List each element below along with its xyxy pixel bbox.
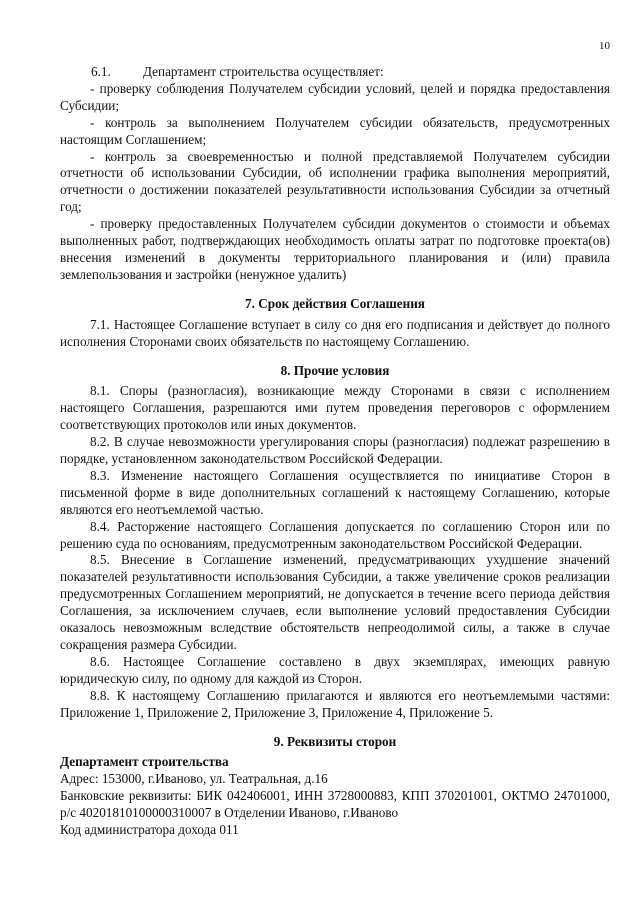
item-lead: Департамент строительства осуществляет: [143, 64, 384, 79]
paragraph: 8.8. К настоящему Соглашению прилагаются и являются его неотъемлемыми частями: Приложение 1, Приложение 2, Приложение 3, Приложение 4, Приложение 5. [60, 687, 610, 720]
paragraph: 7.1. Настоящее Соглашение вступает в силу со дня его подписания и действует до полного исполнения Сторонами своих обязательств по настоящему Соглашению. [60, 316, 610, 349]
section-7-title: 7. Срок действия Соглашения [245, 295, 425, 311]
paragraph: 8.3. Изменение настоящего Соглашения осуществляется по инициативе Сторон в письменной форме в виде дополнительных соглашений к настоящему Соглашению, которые являются его неотъемлемой частью. [60, 467, 610, 517]
page-number: 10 [599, 40, 610, 52]
bank-details: Банковские реквизиты: БИК 042406001, ИНН 3728000883, КПП 370201001, ОКТМО 24701000, р/с 40201810100000310007 в Отделении Иваново, г.Иваново [60, 788, 610, 821]
section-9 [60, 754, 610, 839]
section-8 [60, 383, 610, 721]
paragraph: 8.1. Споры (разногласия), возникающие между Сторонами в связи с исполнением настоящего Соглашения, разрешаются ими путем проведения переговоров с оформлением соответствующих протоколов или иных документов. [60, 383, 610, 433]
bullet-item: - проверку соблюдения Получателем субсидии условий, целей и порядка предоставления Субсидии; [60, 80, 610, 113]
section-8-title: 8. Прочие условия [280, 362, 390, 378]
section-9-title: 9. Реквизиты сторон [273, 733, 397, 749]
paragraph: 8.2. В случае невозможности урегулирования споры (разногласия) подлежат разрешению в порядке, установленном законодательством Российской Федерации. [60, 434, 610, 467]
paragraph: 8.6. Настоящее Соглашение составлено в двух экземплярах, имеющих равную юридическую силу, по одному для каждой из Сторон. [60, 653, 610, 686]
item-number: 6.1. [91, 64, 111, 79]
paragraph: 8.4. Расторжение настоящего Соглашения допускается по соглашению Сторон или по решению суда по основаниям, предусмотренным законодательством Российской Федерации. [60, 518, 610, 551]
section-7 [60, 317, 610, 351]
bullet-item: - контроль за своевременностью и полной представляемой Получателем субсидии отчетности об использовании Субсидии, об исполнении графика выполнения мероприятий, отчетности о достижении показателей результативности использования Субсидии за отчетный год; [60, 148, 610, 215]
admin-code: Код администратора дохода 011 [60, 822, 239, 838]
org-name: Департамент строительства [60, 754, 229, 770]
section-6 [60, 64, 610, 284]
paragraph: 8.5. Внесение в Соглашение изменений, предусматривающих ухудшение значений показателей результативности использования Субсидии, а также увеличение сроков реализации предусмотренных Соглашением мероприятий, не допускается в течение всего периода действия Соглашения, за исключением случаев, если выполнение условий предоставления Субсидии оказалось невозможным вследствие обстоятельств непреодолимой силы, а также в случае сокращения размера Субсидии. [60, 552, 610, 652]
bullet-item: - проверку предоставленных Получателем субсидии документов о стоимости и объемах выполненных работ, подтверждающих необходимость оплаты затрат по подготовке проекта(ов) внесения изменений в документы территориального планирования и (или) правила землепользования и застройки (ненужное удалить) [60, 216, 610, 282]
org-address: Адрес: 153000, г.Иваново, ул. Театральная, д.16 [60, 771, 328, 787]
item-6-1 [60, 64, 610, 81]
document-body [60, 64, 610, 839]
bullet-item: - контроль за выполнением Получателем субсидии обязательств, предусмотренных настоящим Соглашением; [60, 114, 610, 147]
